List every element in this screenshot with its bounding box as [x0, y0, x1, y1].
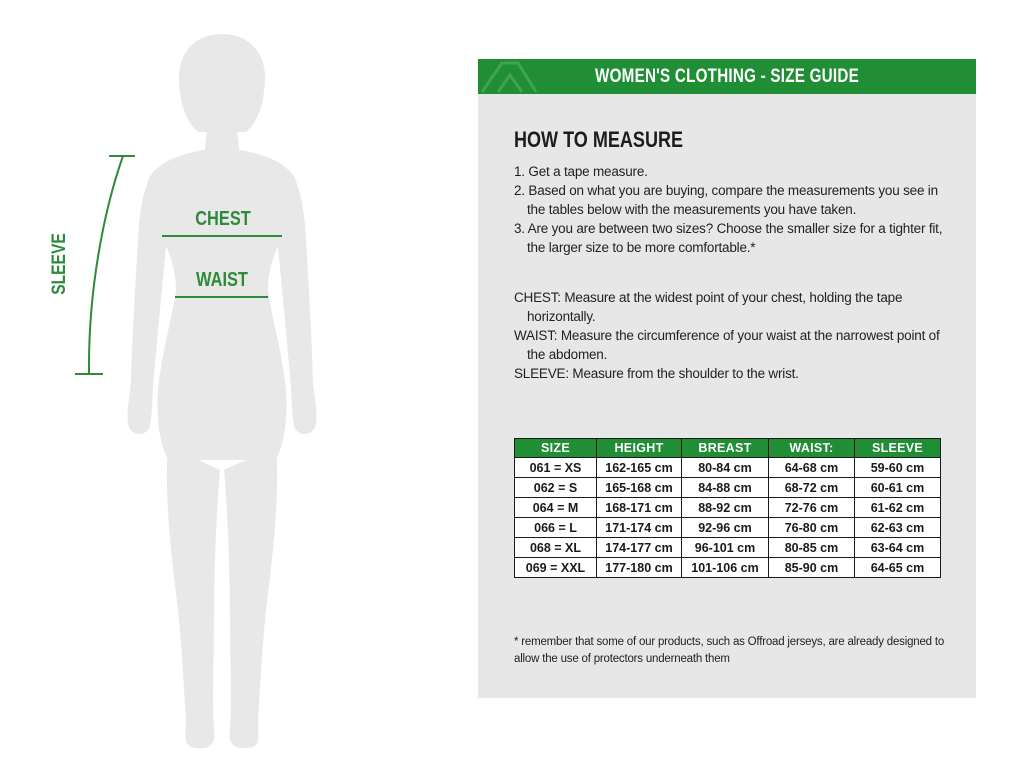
header-sleeve: SLEEVE [855, 439, 941, 458]
step-item: 2. Based on what you are buying, compare the measurements you see in the tables below with the measurements you have taken. [514, 183, 938, 217]
cell-breast: 80-84 cm [682, 458, 769, 478]
definition-waist: WAIST: Measure the circumference of your waist at the narrowest point of the abdomen. [514, 328, 940, 362]
cell-breast: 88-92 cm [682, 498, 769, 518]
cell-size: 066 = L [515, 518, 597, 538]
cell-height: 171-174 cm [597, 518, 682, 538]
table-header-row [515, 439, 941, 458]
cell-breast: 101-106 cm [682, 558, 769, 578]
body-figure [0, 0, 470, 775]
waist-label: WAIST [196, 267, 248, 291]
cell-height: 177-180 cm [597, 558, 682, 578]
size-guide-banner [478, 59, 976, 94]
body-silhouette [127, 34, 316, 748]
table-row [515, 558, 941, 578]
cell-size: 068 = XL [515, 538, 597, 558]
cell-size: 061 = XS [515, 458, 597, 478]
cell-waist: 64-68 cm [769, 458, 855, 478]
banner-title: WOMEN'S CLOTHING - SIZE GUIDE [595, 66, 859, 87]
cell-breast: 96-101 cm [682, 538, 769, 558]
definition-sleeve: SLEEVE: Measure from the shoulder to the wrist. [514, 366, 799, 381]
sleeve-label: SLEEVE [47, 233, 70, 295]
cell-waist: 80-85 cm [769, 538, 855, 558]
measure-definitions [514, 288, 954, 383]
header-height: HEIGHT [597, 439, 682, 458]
cell-size: 062 = S [515, 478, 597, 498]
table-row [515, 538, 941, 558]
measure-steps [514, 162, 954, 257]
size-table [514, 438, 941, 578]
table-row [515, 458, 941, 478]
cell-waist: 76-80 cm [769, 518, 855, 538]
how-to-measure-heading: HOW TO MEASURE [514, 127, 684, 152]
sleeve-marker [75, 156, 135, 374]
step-item: 1. Get a tape measure. [514, 164, 648, 179]
cell-height: 168-171 cm [597, 498, 682, 518]
step-item: 3. Are you are between two sizes? Choose the smaller size for a tighter fit, the larger size to be more comfortable.* [514, 221, 943, 255]
size-guide-panel [478, 59, 976, 698]
definition-chest: CHEST: Measure at the widest point of your chest, holding the tape horizontally. [514, 290, 903, 324]
cell-sleeve: 61-62 cm [855, 498, 941, 518]
footnote: * remember that some of our products, such as Offroad jerseys, are already designed to allow the use of protectors underneath them [514, 636, 945, 665]
cell-sleeve: 59-60 cm [855, 458, 941, 478]
cell-height: 165-168 cm [597, 478, 682, 498]
table-row [515, 478, 941, 498]
cell-waist: 68-72 cm [769, 478, 855, 498]
cell-size: 064 = M [515, 498, 597, 518]
cell-waist: 72-76 cm [769, 498, 855, 518]
cell-sleeve: 60-61 cm [855, 478, 941, 498]
cell-sleeve: 62-63 cm [855, 518, 941, 538]
header-waist: WAIST: [769, 439, 855, 458]
cell-sleeve: 64-65 cm [855, 558, 941, 578]
cell-breast: 92-96 cm [682, 518, 769, 538]
cell-size: 069 = XXL [515, 558, 597, 578]
cell-height: 162-165 cm [597, 458, 682, 478]
chest-label: CHEST [195, 206, 251, 230]
cell-waist: 85-90 cm [769, 558, 855, 578]
cell-height: 174-177 cm [597, 538, 682, 558]
header-size: SIZE [515, 439, 597, 458]
table-row [515, 518, 941, 538]
cell-breast: 84-88 cm [682, 478, 769, 498]
cell-sleeve: 63-64 cm [855, 538, 941, 558]
table-row [515, 498, 941, 518]
header-breast: BREAST [682, 439, 769, 458]
